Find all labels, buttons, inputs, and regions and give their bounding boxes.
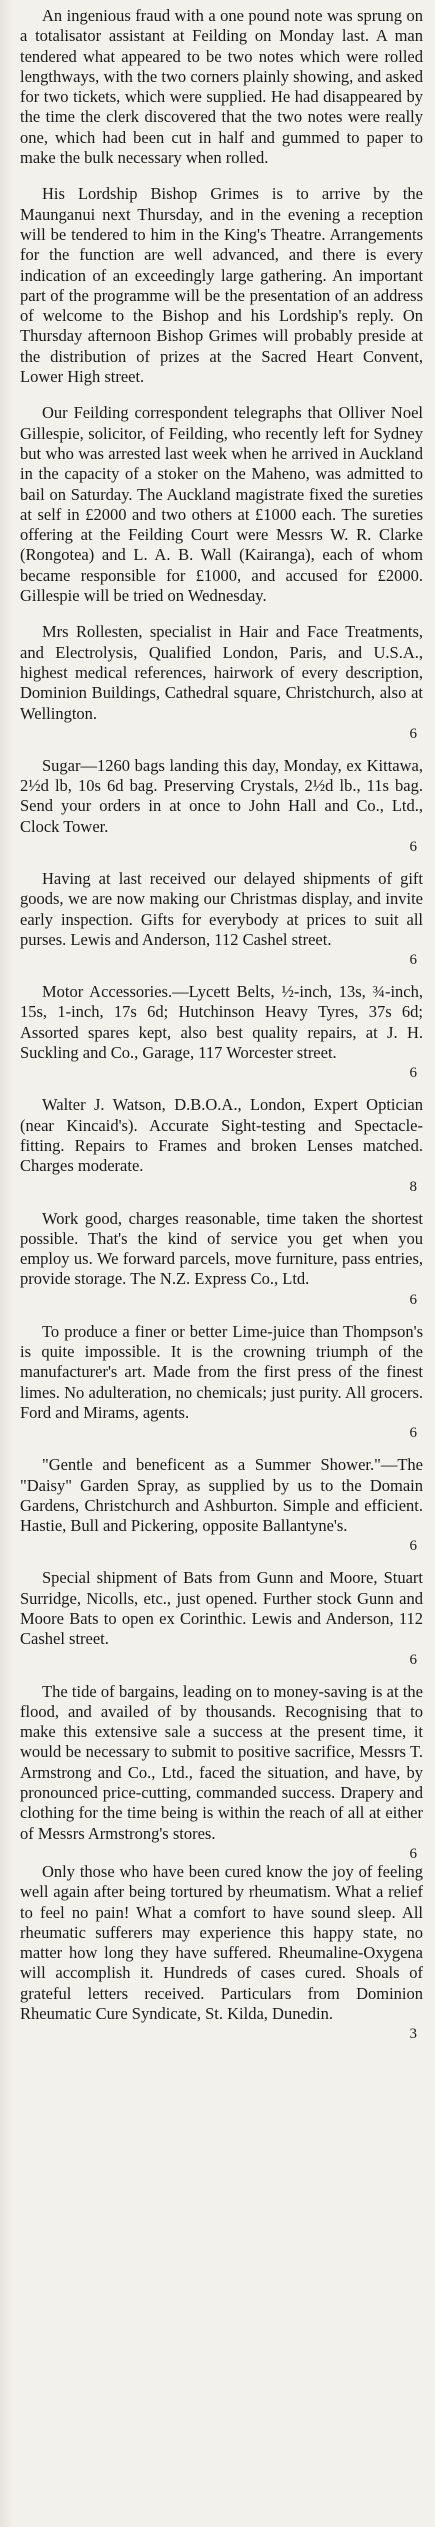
advert-code: 6 <box>409 1425 417 1442</box>
advert-code: 6 <box>409 1651 417 1668</box>
paragraph-gap <box>20 170 423 184</box>
advert-code: 6 <box>409 1845 417 1862</box>
advert-optician: Walter J. Watson, D.B.O.A., London, Expert Optician (near Kincaid's). Accurate Sight-testing and Spectacle-fitting. Repairs to Frames and broken Lenses matched. Charges moderate. <box>20 1095 423 1176</box>
advert-rheumaline: Only those who have been cured know the joy of feeling well again after being tortured by rheumatism. What a relief to feel no pain! What a comfort to have sound sleep. All rheumatic sufferers may experience this happy state, no matter how long they have suffered. Rheumaline-Oxygena will accomplish it. Hundreds of cases cured. Shoals of grateful letters received. Particulars from Dominion Rheumatic Cure Syndicate, St. Kilda, Dunedin. <box>20 1861 423 2024</box>
paragraph-gap <box>20 1308 423 1322</box>
advert-code: 6 <box>409 1538 417 1555</box>
advert-code: 8 <box>409 1178 417 1195</box>
advert-garden-spray: "Gentle and beneficent as a Summer Shower."—The "Daisy" Garden Spray, as supplied by us to the Domain Gardens, Christchurch and Ashburton. Simple and efficient. Hastie, Bull and Pickering, opposite Ballantyne's. <box>20 1455 423 1536</box>
news-column <box>20 6 423 2042</box>
paragraph-gap <box>20 1668 423 1682</box>
advert-code: 6 <box>409 952 417 969</box>
paragraph-gap <box>20 968 423 982</box>
advert-code: 6 <box>409 838 417 855</box>
paragraph-gap <box>20 608 423 622</box>
paragraph-gap <box>20 1081 423 1095</box>
advert-armstrong-sale: The tide of bargains, leading on to money-saving is at the flood, and availed of by thousands. Recognising that to make this extensive sale a success at the present time, it would be necessary to submit to positive sacrifice, Messrs T. Armstrong and Co., Ltd., faced the situation, and have, by pronounced price-cutting, commanded success. Drapery and clothing for the time being is within the reach of all at either of Messrs Armstrong's stores. <box>20 1681 423 1843</box>
advert-motor-accessories: Motor Accessories.—Lycett Belts, ½-inch, 13s, ¾-inch, 15s, 1-inch, 17s 6d; Hutchinson Heavy Tyres, 37s 6d; Assorted spares kept, also best quality repairs, at J. H. Suckling and Co., Garage, 117 Worcester street. <box>20 982 423 1063</box>
paragraph-gap <box>20 1554 423 1568</box>
paragraph-gap <box>20 1195 423 1209</box>
paragraph-gap <box>20 742 423 756</box>
advert-lime-juice: To produce a finer or better Lime-juice than Thompson's is quite impossible. It is the crowning triumph of the manufacturer's art. Made from the first press of the finest limes. No adulteration, no chemicals; just purity. All grocers. Ford and Mirams, agents. <box>20 1321 423 1422</box>
advert-code: 6 <box>409 1291 417 1308</box>
paragraph-gillespie-bail: Our Feilding correspondent telegraphs that Olliver Noel Gillespie, solicitor, of Feilding, who recently left for Sydney but who was arrested last week when he arrived in Auckland in the capacity of a stoker on the Maheno, was admitted to bail on Saturday. The Auckland magistrate fixed the sureties at self in £2000 and two others at £1000 each. The sureties offering at the Feilding Court were Messrs W. R. Clarke (Rongotea) and L. A. B. Wall (Kairanga), each of whom became responsible for £1000, and accused for £2000. Gillespie will be tried on Wednesday. <box>20 403 423 606</box>
paragraph-gap <box>20 855 423 869</box>
advert-gift-goods: Having at last received our delayed shipments of gift goods, we are now making our Christmas display, and invite early inspection. Gifts for everybody at prices to suit all purses. Lewis and Anderson, 112 Cashel street. <box>20 868 423 949</box>
advert-sugar: Sugar—1260 bags landing this day, Monday, ex Kittawa, 2½d lb, 10s 6d bag. Preserving Crystals, 2½d lb., 11s bag. Send your orders in at once to John Hall and Co., Ltd., Clock Tower. <box>20 755 423 836</box>
advert-express-co: Work good, charges reasonable, time taken the shortest possible. That's the kind of service you get when you employ us. We forward parcels, move furniture, pass entries, provide storage. The N.Z. Express Co., Ltd. <box>20 1208 423 1289</box>
paragraph-bishop-grimes: His Lordship Bishop Grimes is to arrive by the Maunganui next Thursday, and in the evening a reception will be tendered to him in the King's Theatre. Arrangements for the function are well advanced, and there is every indication of an exceedingly large gathering. An important part of the programme will be the presentation of an address of welcome to the Bishop and his Lordship's reply. On Thursday afternoon Bishop Grimes will probably preside at the distribution of prizes at the Sacred Heart Convent, Lower High street. <box>20 184 423 387</box>
page-binding-edge <box>0 0 14 2527</box>
advert-code: 6 <box>409 725 417 742</box>
paragraph-totalisator-fraud: An ingenious fraud with a one pound note was sprung on a totalisator assistant at Feilding on Monday last. A man tendered what appeared to be two notes which were rolled lengthways, with the two corners plainly showing, and asked for two tickets, which were supplied. He had disappeared by the time the clerk discovered that the two notes were really one, which had been cut in half and gummed to paper to make the bulk necessary when rolled. <box>20 6 423 168</box>
advert-cricket-bats: Special shipment of Bats from Gunn and Moore, Stuart Surridge, Nicolls, etc., just opened. Further stock Gunn and Moore Bats to open ex Corinthic. Lewis and Anderson, 112 Cashel street. <box>20 1568 423 1649</box>
advert-code: 3 <box>409 2026 417 2043</box>
paragraph-gap <box>20 1441 423 1455</box>
advert-rollesten: Mrs Rollesten, specialist in Hair and Face Treatments, and Electrolysis, Qualified London, Paris, and U.S.A., highest medical references, hairwork of every description, Dominion Buildings, Cathedral square, Christchurch, also at Wellington. <box>20 622 423 723</box>
paragraph-gap <box>20 389 423 403</box>
advert-code: 6 <box>409 1065 417 1082</box>
